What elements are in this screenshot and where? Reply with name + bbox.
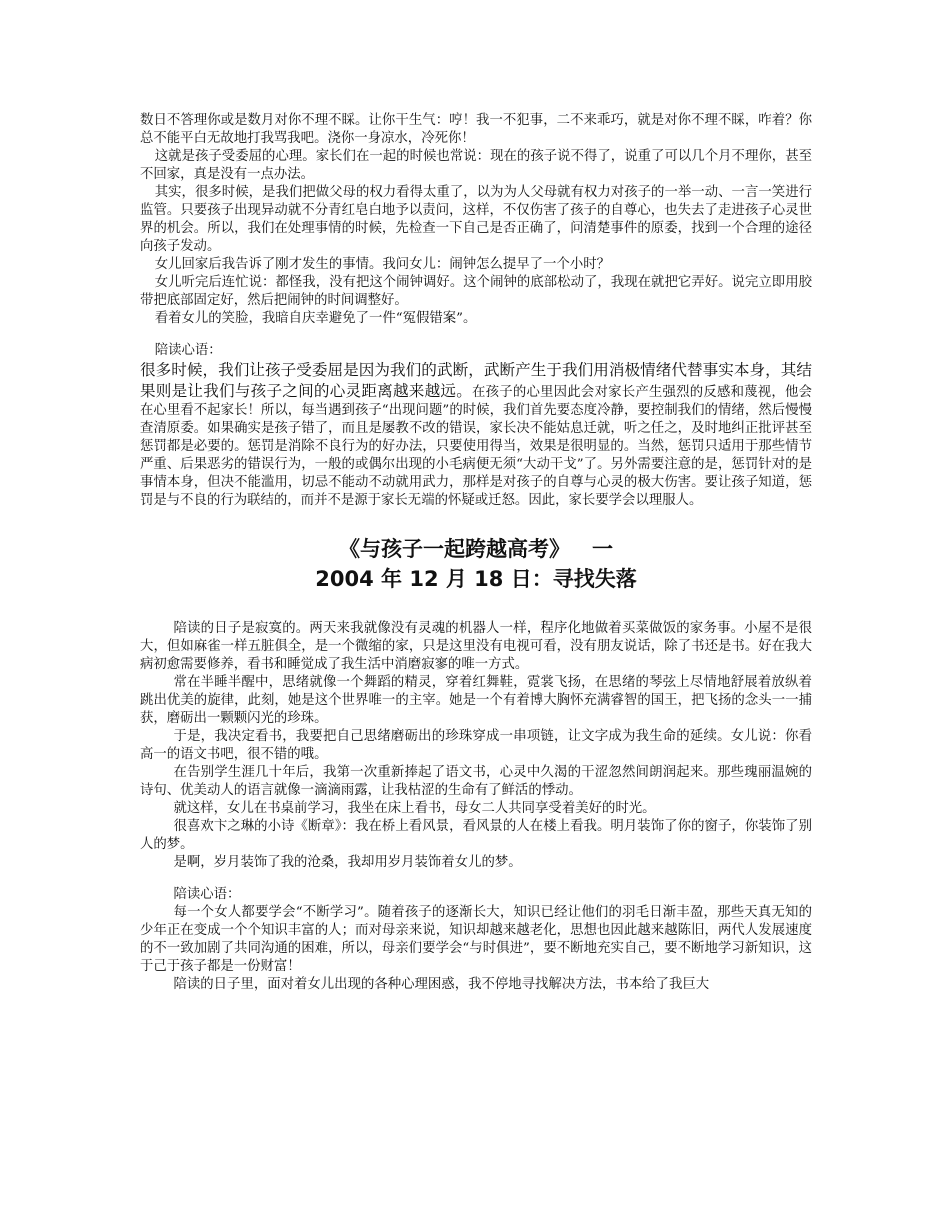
commentary-lead: 很多时候，我们让孩子受委屈是因为我们的武断，武断产生于我们用消极情绪代替事实本身，其结果则是让我们与孩子之间的心灵距离越来越远。 [140,361,812,400]
chapter-title [140,534,812,594]
paragraph: 其实，很多时候，是我们把做父母的权力看得太重了，以为为人父母就有权力对孩子的一举一动、一言一笑进行监管。只要孩子出现异动就不分青红皂白地予以责问，这样，不仅伤害了孩子的自尊心，也失去了走进孩子心灵世界的机会。所以，我们在处理事情的时候，先检查一下自己是否正确了，问清楚事件的原委，找到一个合理的途径向孩子发动。 [140,185,812,254]
paragraph: 这就是孩子受委屈的心理。家长们在一起的时候也常说：现在的孩子说不得了，说重了可以几个月不理你，甚至不回家，真是没有一点办法。 [140,149,812,182]
commentary-paragraph: 每一个女人都要学会“不断学习”。随着孩子的逐渐长大，知识已经让他们的羽毛日渐丰盈，那些天真无知的少年正在变成一个个知识丰富的人；而对母亲来说，知识却越来越老化，思想也因此越来越陈旧，两代人发展速度的不一致加剧了共同沟通的困难，所以，母亲们要学会“与时俱进”，要不断地充实自己，要不断地学习新知识，这于己于孩子都是一份财富！ [140,905,812,974]
paragraph: 在告别学生涯几十年后，我第一次重新捧起了语文书，心灵中久渴的干涩忽然间朗润起来。那些瑰丽温婉的诗句、优美动人的语言就像一滴滴雨露，让我枯涩的生命有了鲜活的悸动。 [140,765,812,798]
commentary-paragraph [140,360,812,510]
paragraph: 是啊，岁月装饰了我的沧桑，我却用岁月装饰着女儿的梦。 [173,855,522,870]
commentary-paragraph: 陪读的日子里，面对着女儿出现的各种心理困惑，我不停地寻找解决方法，书本给了我巨大 [173,977,710,992]
paragraph: 就这样，女儿在书桌前学习，我坐在床上看书，母女二人共同享受着美好的时光。 [173,801,656,816]
paragraph: 陪读的日子是寂寞的。两天来我就像没有灵魂的机器人一样，程序化地做着买菜做饭的家务事。小屋不是很大，但如麻雀一样五脏俱全，是一个微缩的家，只是这里没有电视可看，没有朋友说话，除了书还是书。好在我大病初愈需要修养，看书和睡觉成了我生活中消磨寂寥的唯一方式。 [140,621,812,672]
paragraph: 于是，我决定看书，我要把自己思绪磨砺出的珍珠穿成一串项链，让文字成为我生命的延续。女儿说：你看高一的语文书吧，很不错的哦。 [140,729,812,762]
commentary-label: 陪读心语： [154,343,222,358]
commentary-label: 陪读心语： [173,887,241,902]
paragraph: 很喜欢卞之琳的小诗《断章》：我在桥上看风景，看风景的人在楼上看我。明月装饰了你的窗子，你装饰了别人的梦。 [140,819,812,852]
commentary-rest: 在孩子的心里因此会对家长产生强烈的反感和蔑视，他会在心里看不起家长！所以，每当遇到孩子“出现问题”的时候，我们首先要态度冷静，要控制我们的情绪，然后慢慢查清原委。如果确实是孩子错了，而且是屡教不改的错误，家长决不能姑息迁就，听之任之，及时地纠正批评甚至惩罚都是必要的。惩罚是消除不良行为的好办法，只要使用得当，效果是很明显的。当然，惩罚只适用于那些情节严重、后果恶劣的错误行为，一般的或偶尔出现的小毛病便无须“大动干戈”了。另外需要注意的是，惩罚针对的是事情本身，但决不能滥用，切忌不能动不动就用武力，那样是对孩子的自尊与心灵的极大伤害。要让孩子知道，惩罚是与不良的行为联结的，而并不是源于家长无端的怀疑或迁怒。因此，家长要学会以理服人。 [140,385,812,508]
paragraph: 常在半睡半醒中，思绪就像一个舞蹈的精灵，穿着红舞鞋，霓裳飞扬，在思绪的琴弦上尽情地舒展着放纵着跳出优美的旋律，此刻，她是这个世界唯一的主宰。她是一个有着博大胸怀充满睿智的国王，把飞扬的念头一一捕获，磨砺出一颗颗闪光的珍珠。 [140,675,812,726]
document-page [140,112,812,994]
spacer [140,872,812,886]
paragraph: 女儿听完后连忙说：都怪我，没有把这个闹钟调好。这个闹钟的底部松动了，我现在就把它弄好。说完立即用胶带把底部固定好，然后把闹钟的时间调整好。 [140,275,812,308]
paragraph: 看着女儿的笑脸，我暗自庆幸避免了一件“冤假错案”。 [154,311,477,326]
chapter-title-line1: 《与孩子一起跨越高考》 一 [339,537,613,561]
paragraph: 数日不答理你或是数月对你不理不睬。让你干生气：哼！我一不犯事，二不来乖巧，就是对你不理不睬，咋着？你总不能平白无故地打我骂我吧。浇你一身凉水，冷死你！ [140,113,812,146]
spacer [140,328,812,342]
paragraph: 女儿回家后我告诉了刚才发生的事情。我问女儿：闹钟怎么提早了一个小时？ [154,257,611,272]
chapter-title-line2: 2004 年 12 月 18 日：寻找失落 [315,567,637,591]
